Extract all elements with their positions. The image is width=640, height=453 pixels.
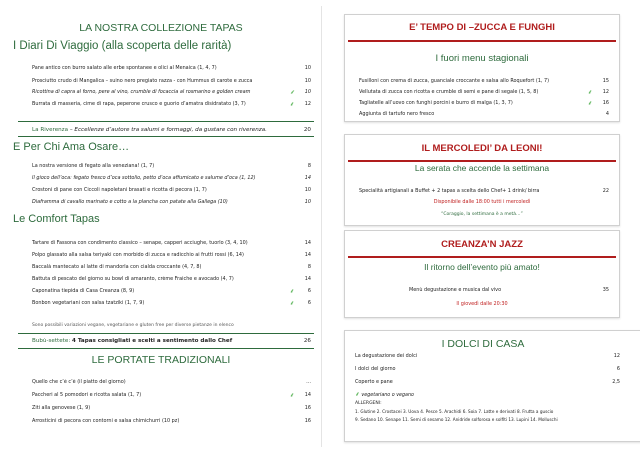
item-price: 8 — [307, 163, 311, 169]
item-text: Bonbon vegetariani con salsa tzatziki (1, 7, 9) — [32, 300, 145, 306]
menu-item — [355, 379, 620, 385]
item-price: 16 — [304, 405, 311, 411]
item-text: Menù degustazione e musica dal vivo — [409, 287, 502, 293]
item-text: Coperto e pane — [355, 379, 393, 385]
box3-title-wrap — [345, 239, 619, 250]
menu-item — [32, 163, 311, 169]
menu-item — [359, 188, 609, 194]
item-price: 14 — [304, 175, 311, 181]
item-price: 14 — [304, 252, 311, 258]
highlight-price: 20 — [303, 127, 311, 133]
box1-rule — [348, 40, 616, 42]
menu-item — [32, 89, 311, 95]
item-price: 10 — [304, 65, 311, 71]
allergens-title: ALLERGENI: — [355, 401, 382, 406]
right-page — [322, 0, 640, 453]
item-price: 4 — [605, 111, 609, 117]
section4-title-wrap — [0, 354, 322, 366]
highlight-text-wrap: La Riverenza – Eccellenze d’autore tra salumi e formaggi, da gustare con riverenza. — [32, 127, 267, 133]
menu-item — [32, 78, 311, 84]
item-price: 6 — [307, 288, 311, 294]
section2-title: E Per Chi Ama Osare… — [13, 141, 130, 153]
availability-text: Disponibile dalle 18:00 tutti i mercoledì — [433, 199, 531, 205]
divider-line — [18, 121, 314, 122]
box4-title-wrap — [345, 338, 621, 350]
leaf-icon: ⸙ — [289, 391, 295, 399]
section1-title-wrap — [13, 40, 231, 52]
highlight-text: Eccellenze d’autore tra salumi e formaggi, da gustare con riverenza. — [74, 127, 267, 133]
leaf-icon: ⸙ — [289, 88, 295, 96]
leaf-icon: ⸙ — [289, 299, 295, 307]
item-text: La nostra versione di fegato alla veneziana! (1, 7) — [32, 163, 155, 169]
menu-item — [32, 276, 311, 282]
riverenza-highlight — [32, 127, 311, 133]
item-price: 12 — [613, 353, 620, 359]
highlight-text: 4 Tapas consigliati e scelti a sentimento dallo Chef — [71, 338, 233, 344]
veg-legend-text: vegetariano o vegano — [361, 393, 414, 398]
item-text: I dolci del giorno — [355, 366, 396, 372]
box2-rule — [348, 160, 616, 162]
item-text: La degustazione dei dolci — [355, 353, 418, 359]
item-price: 10 — [304, 199, 311, 205]
item-text: Battuta di pescato del giorno su bowl di amaranto, crème Fraiche e avocado (4, 7) — [32, 276, 234, 282]
highlight-name: La Riverenza — [32, 127, 69, 133]
menu-item — [359, 100, 609, 106]
item-text: Quello che c’è c’è (il piatto del giorno) — [32, 379, 126, 385]
jazz-when: Il giovedì dalle 20:30 — [456, 301, 508, 307]
variations-note: Sono possibili variazioni vegane, vegetariane e gluten free per diverse pietanze in elenco — [32, 323, 234, 328]
allergens-line-1: 1. Glutine 2. Crostacei 3. Uova 4. Pesce 5. Arachidi 6. Soia 7. Latte e derivati 8. Frutta a guscio — [355, 409, 554, 414]
menu-item — [32, 65, 311, 71]
leaf-icon: ⸙ — [587, 99, 593, 107]
divider-line — [18, 348, 314, 349]
item-price: 16 — [602, 100, 609, 106]
section2-title-wrap — [13, 141, 129, 153]
item-text: Ziti alla genovese (1, 9) — [32, 405, 91, 411]
box1-title-wrap — [345, 22, 619, 33]
item-text: Crostoni di pane con Ciccoli napoletani brasati e ricotta di pecora (1, 7) — [32, 187, 207, 193]
item-text: Baccalà mantecato al latte di mandorla con cialda croccante (4, 7, 8) — [32, 264, 202, 270]
item-text: Vellutata di zucca con ricotta e crumble di semi e pane di segale (1, 5, 8) — [359, 89, 539, 95]
menu-item — [32, 288, 311, 294]
menu-item — [409, 287, 609, 293]
item-price: 15 — [602, 78, 609, 84]
leaf-icon: ⸙ — [289, 100, 295, 108]
box1-subtitle-wrap — [345, 53, 619, 64]
item-price: 2,5 — [612, 379, 620, 385]
menu-item — [32, 252, 311, 258]
veg-legend — [355, 389, 414, 398]
item-text: Tagliatelle all’uovo con funghi porcini e burro di malga (1, 3, 7) — [359, 100, 513, 106]
item-text: Tartare di Fassona con condimento classico – senape, capperi acciughe, tuorlo (3, 4, 10) — [32, 240, 248, 246]
item-text: Caponatina tiepida di Casa Creanza (8, 9) — [32, 288, 135, 294]
menu-item — [355, 353, 620, 359]
item-price: 10 — [304, 78, 311, 84]
item-text: Prosciutto crudo di Mangalica – suino nero pregiato razza - con Hummus di carote e zucca — [32, 78, 253, 84]
box2-subtitle-wrap — [345, 163, 619, 173]
item-text: Burrata di masseria, cime di rapa, peperone crusco e guorio d’amatra disidratato (3, 7) — [32, 101, 246, 107]
item-text: Fusilloni con crema di zucca, guanciale croccante e salsa allo Roquefort (1, 7) — [359, 78, 550, 84]
menu-item — [32, 101, 311, 107]
item-price: 8 — [307, 264, 311, 270]
seasonal-box — [344, 14, 620, 122]
item-price: 12 — [602, 89, 609, 95]
section3-title: Le Comfort Tapas — [13, 213, 100, 225]
menu-item — [32, 264, 311, 270]
menu-item — [359, 89, 609, 95]
box3-title: CREANZA’N JAZZ — [441, 239, 523, 250]
box2-title: IL MERCOLEDI’ DA LEONI! — [421, 143, 543, 154]
highlight-name: Bubù-settete: — [32, 338, 71, 344]
menu-item — [32, 199, 311, 205]
menu-item — [359, 78, 609, 84]
box2-title-wrap — [345, 143, 619, 154]
divider-line — [18, 333, 314, 334]
item-price: 6 — [307, 300, 311, 306]
item-text: Il gioco dell’oca: fegato fresco d’oca sottolio, petto d’oca affumicato e salume d’oca (1, 12) — [32, 175, 256, 181]
main-title: LA NOSTRA COLLEZIONE TAPAS — [79, 22, 243, 34]
item-price: … — [306, 379, 311, 385]
box3-subtitle-wrap — [345, 262, 619, 272]
item-price: 10 — [304, 187, 311, 193]
menu-item — [32, 418, 311, 424]
item-price: 14 — [304, 276, 311, 282]
quote-text: “Coraggio, la settimana è a metà…” — [441, 212, 523, 217]
item-price: 35 — [602, 287, 609, 293]
bubu-highlight — [32, 338, 311, 344]
desserts-box — [344, 330, 640, 442]
item-price: 16 — [304, 418, 311, 424]
item-text: Aggiunta di tartufo nero fresco — [359, 111, 435, 117]
box3-subtitle: Il ritorno dell’evento più amato! — [424, 262, 540, 272]
highlight-price: 26 — [303, 338, 311, 344]
highlight-text-wrap — [32, 338, 297, 344]
menu-item — [32, 240, 311, 246]
item-text: Paccheri al 5 pomodori e ricotta salata (1, 7) — [32, 392, 142, 398]
menu-item — [355, 366, 620, 372]
menu-item — [32, 392, 311, 398]
box2-subtitle: La serata che accende la settimana — [414, 163, 550, 173]
menu-item — [32, 379, 311, 385]
box1-subtitle: I fuori menu stagionali — [435, 53, 529, 64]
allergens-line-2: 9. Sedano 10. Senape 11. Semi di sesamo 12. Anidride solforosa e solfiti 13. Lupini 14. Molluschi — [355, 417, 558, 422]
item-price: 6 — [616, 366, 620, 372]
menu-item — [32, 300, 311, 306]
divider-line — [18, 136, 314, 137]
main-title-wrap — [0, 22, 322, 34]
item-text: Specialità artigianali a Buffet + 2 tapas a scelta dello Chef+ 1 drink/ birra — [359, 188, 540, 194]
item-price: 22 — [602, 188, 609, 194]
leaf-icon: ⸙ — [289, 287, 295, 295]
section4-title: LE PORTATE TRADIZIONALI — [91, 354, 231, 366]
section3-title-wrap — [13, 213, 100, 225]
box1-title: E’ TEMPO DI –ZUCCA E FUNGHI — [409, 22, 555, 33]
menu-item — [32, 405, 311, 411]
box4-title: I DOLCI DI CASA — [441, 338, 525, 350]
item-price: 10 — [304, 89, 311, 95]
item-price: 12 — [304, 101, 311, 107]
leaf-icon: ⸙ — [587, 88, 593, 96]
item-text: Polpo glassato alla salsa teriyaki con morbido di zucca e radicchio ai frutti rossi (6, 14) — [32, 252, 244, 258]
item-price: 14 — [304, 240, 311, 246]
menu-item — [32, 187, 311, 193]
item-text: Arrosticini di pecora con contorni e salsa chimichurri (10 pz) — [32, 418, 180, 424]
item-price: 14 — [304, 392, 311, 398]
item-text: Diaframma di cavallo marinato e cotto a la plancha con patate alla Gallega (10) — [32, 199, 228, 205]
menu-item — [359, 111, 609, 117]
jazz-box — [344, 230, 620, 318]
item-text: Ricottina di capra al forno, pere al vino, crumble di focaccia al rosmarino e golden cream — [32, 89, 251, 95]
item-text: Pane antico con burro salato alle erbe spontanee e olici al Menaica (1, 4, 7) — [32, 65, 217, 71]
wednesday-box — [344, 134, 620, 226]
section1-title: I Diari Di Viaggio (alla scoperta delle rarità) — [13, 40, 232, 52]
menu-item — [32, 175, 311, 181]
box3-rule — [348, 256, 616, 258]
leaf-icon: ⸙ — [355, 390, 360, 398]
